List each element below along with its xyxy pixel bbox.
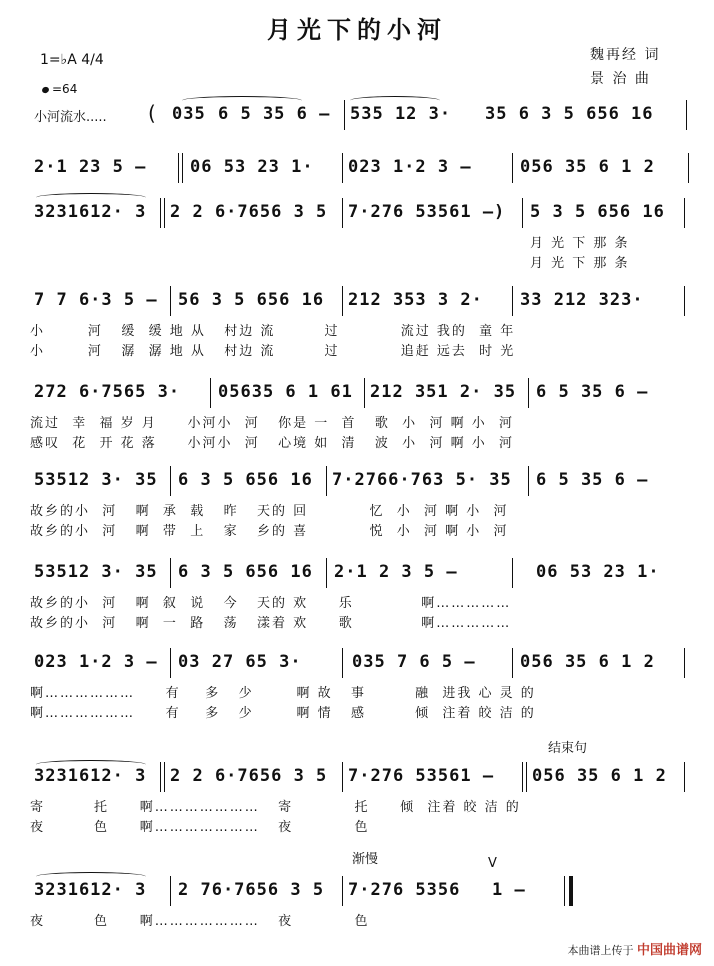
- measure: 35 6 3 5 656 16: [485, 104, 654, 124]
- lyricist-credit: 魏再经 词: [590, 47, 661, 63]
- measure: 6 5 35 6 –: [536, 470, 649, 490]
- measure: 3231612· 3: [34, 766, 147, 786]
- lyric-line: 夜 色 啊………………… 夜 色: [30, 820, 370, 835]
- lyric-line: 故乡的小 河 啊 承 载 昨 天的 回 忆 小 河 啊 小 河: [30, 504, 509, 519]
- barline: [326, 558, 327, 588]
- barline: [684, 648, 685, 678]
- barline: [684, 286, 685, 316]
- key-signature: 1=♭A 4/4: [40, 52, 104, 68]
- barline: [512, 153, 513, 183]
- measure: 056 35 6 1 2: [520, 157, 655, 177]
- barline: [364, 378, 365, 408]
- measure: 6 3 5 656 16: [178, 562, 313, 582]
- barline: [686, 100, 687, 130]
- lyric-line: 感叹 花 开 花 落 小河小 河 心境 如 清 波 小 河 啊 小 河: [30, 436, 514, 451]
- composer-credit: 景 治 曲: [590, 71, 651, 87]
- measure: 03 27 65 3·: [178, 652, 302, 672]
- lyric-line: 啊……………… 有 多 少 啊 故 事 融 进我 心 灵 的: [30, 686, 536, 701]
- open-paren: (: [148, 101, 156, 125]
- repeat-barline: [178, 153, 183, 183]
- barline: [342, 762, 343, 792]
- measure: 1 –: [492, 880, 526, 900]
- measure: 035 7 6 5 –: [352, 652, 476, 672]
- measure: 7·2766·763 5· 35: [332, 470, 512, 490]
- tempo-mark: =64: [42, 82, 77, 96]
- measure: 3231612· 3: [34, 880, 147, 900]
- barline: [326, 466, 327, 496]
- barline: [170, 466, 171, 496]
- barline: [684, 762, 685, 792]
- staff-row-1: [30, 104, 704, 130]
- barline: [342, 198, 343, 228]
- staff-row-9: [30, 766, 704, 792]
- barline: [512, 286, 513, 316]
- lyric-line: 故乡的小 河 啊 一 路 荡 漾着 欢 歌 啊……………: [30, 616, 512, 631]
- slur: [350, 96, 440, 105]
- ending-label: 结束句: [548, 741, 588, 756]
- measure: 2 2 6·7656 3 5: [170, 766, 328, 786]
- barline: [342, 153, 343, 183]
- staff-row-5: [30, 382, 704, 408]
- lyric-line: 啊……………… 有 多 少 啊 情 感 倾 注着 皎 洁 的: [30, 706, 536, 721]
- barline: [342, 876, 343, 906]
- measure: 06 53 23 1·: [536, 562, 660, 582]
- measure: 2 76·7656 3 5: [178, 880, 325, 900]
- slur: [36, 193, 146, 202]
- staff-row-6: [30, 470, 704, 496]
- barline: [512, 648, 513, 678]
- barline: [170, 558, 171, 588]
- barline: [684, 198, 685, 228]
- measure: 53512 3· 35: [34, 562, 158, 582]
- barline: [344, 100, 345, 130]
- measure: 056 35 6 1 2: [532, 766, 667, 786]
- measure: 06 53 23 1·: [190, 157, 314, 177]
- staff-row-10: [30, 880, 704, 906]
- measure: 2 2 6·7656 3 5: [170, 202, 328, 222]
- slur: [182, 96, 302, 105]
- slur: [36, 760, 146, 769]
- measure: 023 1·2 3 –: [348, 157, 472, 177]
- measure: 3231612· 3: [34, 202, 147, 222]
- measure: 272 6·7565 3·: [34, 382, 181, 402]
- lyric-line: 小 河 缓 缓 地 从 村边 流 过 流过 我的 童 年: [30, 324, 516, 339]
- staff-row-7: [30, 562, 704, 588]
- measure: 7·276 5356: [348, 880, 461, 900]
- footer-credit: 本曲谱上传于 中国曲谱网: [567, 943, 702, 958]
- staff-row-8: [30, 652, 704, 678]
- measure: 535 12 3·: [350, 104, 452, 124]
- barline: [342, 286, 343, 316]
- measure: 023 1·2 3 –: [34, 652, 158, 672]
- measure: 2·1 23 5 –: [34, 157, 147, 177]
- lyric-line: 故乡的小 河 啊 带 上 家 乡的 喜 悦 小 河 啊 小 河: [30, 524, 509, 539]
- barline: [512, 558, 513, 588]
- barline: [170, 648, 171, 678]
- measure: 56 3 5 656 16: [178, 290, 325, 310]
- breath-mark: V: [488, 856, 497, 871]
- quarter-note-icon: [41, 86, 50, 94]
- measure: 6 3 5 656 16: [178, 470, 313, 490]
- staff-row-2: [30, 157, 704, 183]
- measure: 53512 3· 35: [34, 470, 158, 490]
- measure: 7·276 53561 –): [348, 202, 506, 222]
- lyric-line: 故乡的小 河 啊 叙 说 今 天的 欢 乐 啊……………: [30, 596, 512, 611]
- measure: 6 5 35 6 –: [218, 104, 331, 124]
- barline: [528, 378, 529, 408]
- measure: 035: [172, 104, 206, 124]
- repeat-barline: [522, 762, 527, 792]
- intro-label: 小河流水.....: [34, 110, 107, 125]
- final-barline: [564, 876, 573, 906]
- measure: 212 353 3 2·: [348, 290, 483, 310]
- staff-row-3: [30, 202, 704, 228]
- measure: 05635 6 1 61: [218, 382, 353, 402]
- measure: 6 5 35 6 –: [536, 382, 649, 402]
- measure: 33 212 323·: [520, 290, 644, 310]
- barline: [522, 198, 523, 228]
- measure: 7 7 6·3 5 –: [34, 290, 158, 310]
- tempo-change-label: 渐慢: [352, 852, 379, 867]
- double-barline: [160, 762, 165, 792]
- measure: 212 351 2· 35: [370, 382, 517, 402]
- lyric-line: 夜 色 啊………………… 夜 色: [30, 914, 370, 929]
- barline: [688, 153, 689, 183]
- measure: 5 3 5 656 16: [530, 202, 665, 222]
- barline: [342, 648, 343, 678]
- barline: [210, 378, 211, 408]
- barline: [170, 286, 171, 316]
- slur: [36, 872, 146, 881]
- lyric-line: 流过 幸 福 岁 月 小河小 河 你是 一 首 歌 小 河 啊 小 河: [30, 416, 514, 431]
- song-title: 月光下的小河: [267, 16, 447, 44]
- lyric-line: 小 河 潺 潺 地 从 村边 流 过 追赶 远去 时 光: [30, 344, 516, 359]
- lyric-line: 寄 托 啊………………… 寄 托 倾 注着 皎 洁 的: [30, 800, 521, 815]
- site-logo[interactable]: 中国曲谱网: [636, 943, 702, 958]
- barline: [528, 466, 529, 496]
- double-barline: [160, 198, 165, 228]
- measure: 2·1 2 3 5 –: [334, 562, 458, 582]
- measure: 056 35 6 1 2: [520, 652, 655, 672]
- barline: [170, 876, 171, 906]
- staff-row-4: [30, 290, 704, 316]
- measure: 7·276 53561 –: [348, 766, 495, 786]
